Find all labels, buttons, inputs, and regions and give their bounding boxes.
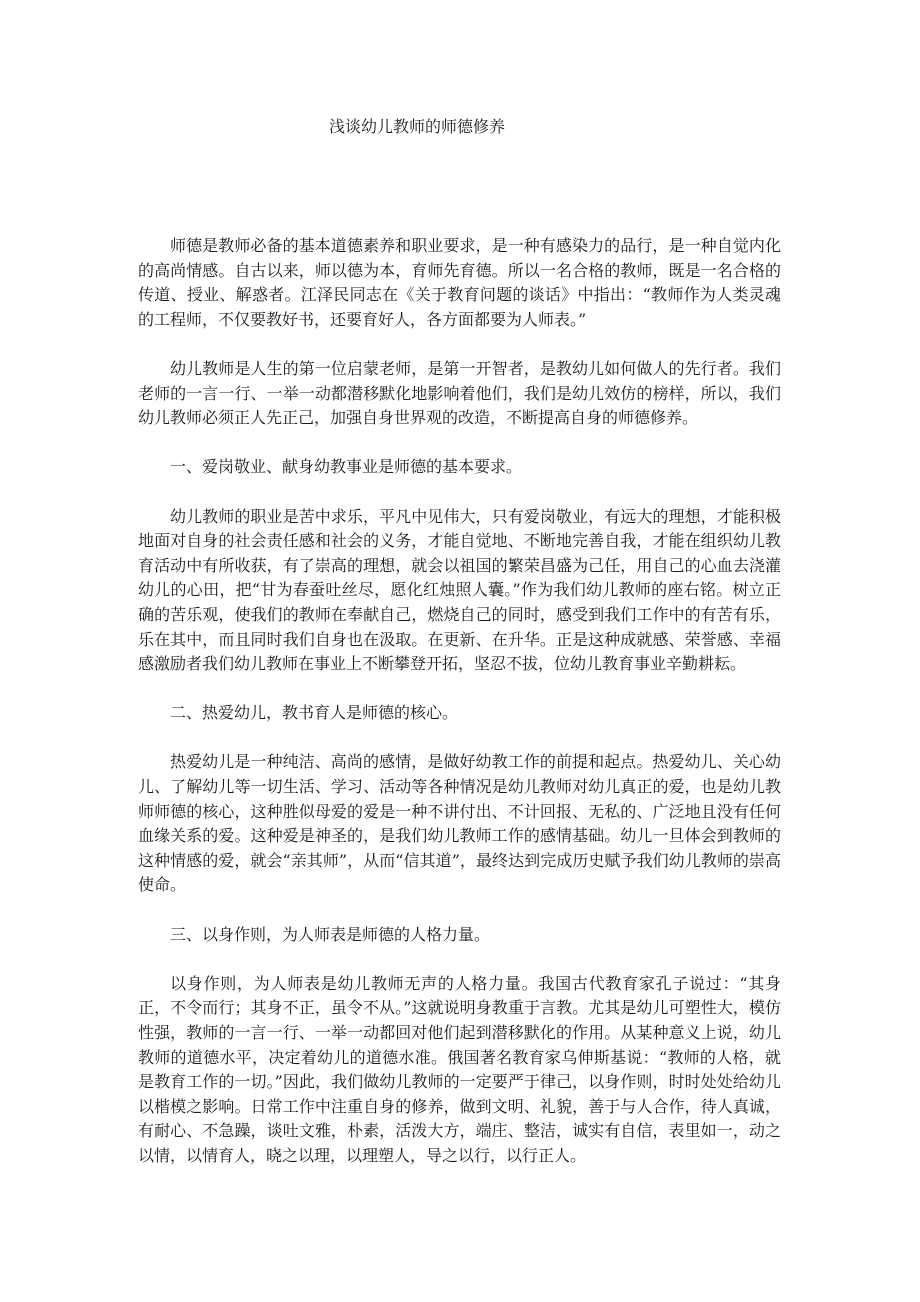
document-body xyxy=(138,234,781,1193)
paragraph-section-2: 热爱幼儿是一种纯洁、高尚的感情，是做好幼教工作的前提和起点。热爱幼儿、关心幼儿、了解幼儿等一切生活、学习、活动等各种情况是幼儿教师对幼儿真正的爱，也是幼儿教师师德的核心，这种胜似母爱的爱是一种不讲付出、不计回报、无私的、广泛地且没有任何血缘关系的爱。这种爱是神圣的，是我们幼儿教师工作的感情基础。幼儿一旦体会到教师的这种情感的爱，就会“亲其师”，从而“信其道”，最终达到完成历史赋予我们幼儿教师的崇高使命。 xyxy=(138,752,781,895)
paragraph-section-1: 幼儿教师的职业是苦中求乐，平凡中见伟大，只有爱岗敬业，有远大的理想，才能积极地面对自身的社会责任感和社会的义务，才能自觉地、不断地完善自我，才能在组织幼儿教育活动中有所收获，有了崇高的理想，就会以祖国的繁荣昌盛为己任，用自己的心血去浇灌幼儿的心田，把“甘为春蚕吐丝尽，愿化红烛照人囊。”作为我们幼儿教师的座右铭。树立正确的苦乐观，使我们的教师在奉献自己，燃烧自己的同时，感受到我们工作中的有苦有乐，乐在其中，而且同时我们自身也在汲取。在更新、在升华。正是这种成就感、荣誉感、幸福感激励者我们幼儿教师在事业上不断攀登开拓，坚忍不拔，位幼儿教育事业辛勤耕耘。 xyxy=(138,506,781,674)
section-heading-2: 二、热爱幼儿，教书育人是师德的核心。 xyxy=(170,703,459,723)
section-heading-1: 一、爱岗敬业、献身幼教事业是师德的基本要求。 xyxy=(170,457,523,477)
paragraph-section-3: 以身作则，为人师表是幼儿教师无声的人格力量。我国古代教育家孔子说过：“其身正，不令而行；其身不正，虽令不从。”这就说明身教重于言教。尤其是幼儿可塑性大，模仿性强，教师的一言一行、一举一动都回对他们起到潜移默化的作用。从某种意义上说，幼儿教师的道德水平，决定着幼儿的道德水准。俄国著名教育家乌伸斯基说：“教师的人格，就是教育工作的一切。”因此，我们做幼儿教师的一定要严于律己，以身作则，时时处处给幼儿以楷模之影响。日常工作中注重自身的修养，做到文明、礼貌，善于与人合作，待人真诚，有耐心、不急躁，谈吐文雅，朴素，活泼大方，端庄、整洁，诚实有自信，表里如一，动之以情，以情育人，晓之以理，以理塑人，导之以行，以行正人。 xyxy=(138,973,781,1165)
paragraph-intro: 师德是教师必备的基本道德素养和职业要求，是一种有感染力的品行，是一种自觉内化的高尚情感。自古以来，师以德为本，育师先育德。所以一名合格的教师，既是一名合格的传道、授业、解惑者。江泽民同志在《关于教育问题的谈话》中指出：“教师作为人类灵魂的工程师，不仅要教好书，还要育好人，各方面都要为人师表。” xyxy=(138,236,781,329)
document-title: 浅谈幼儿教师的师德修养 xyxy=(329,117,506,136)
section-heading-3: 三、以身作则，为人师表是师德的人格力量。 xyxy=(170,924,491,944)
paragraph-role: 幼儿教师是人生的第一位启蒙老师，是第一开智者，是教幼儿如何做人的先行者。我们老师的一言一行、一举一动都潜移默化地影响着他们，我们是幼儿效仿的榜样，所以，我们幼儿教师必须正人先正己，加强自身世界观的改造，不断提高自身的师德修养。 xyxy=(138,358,781,428)
